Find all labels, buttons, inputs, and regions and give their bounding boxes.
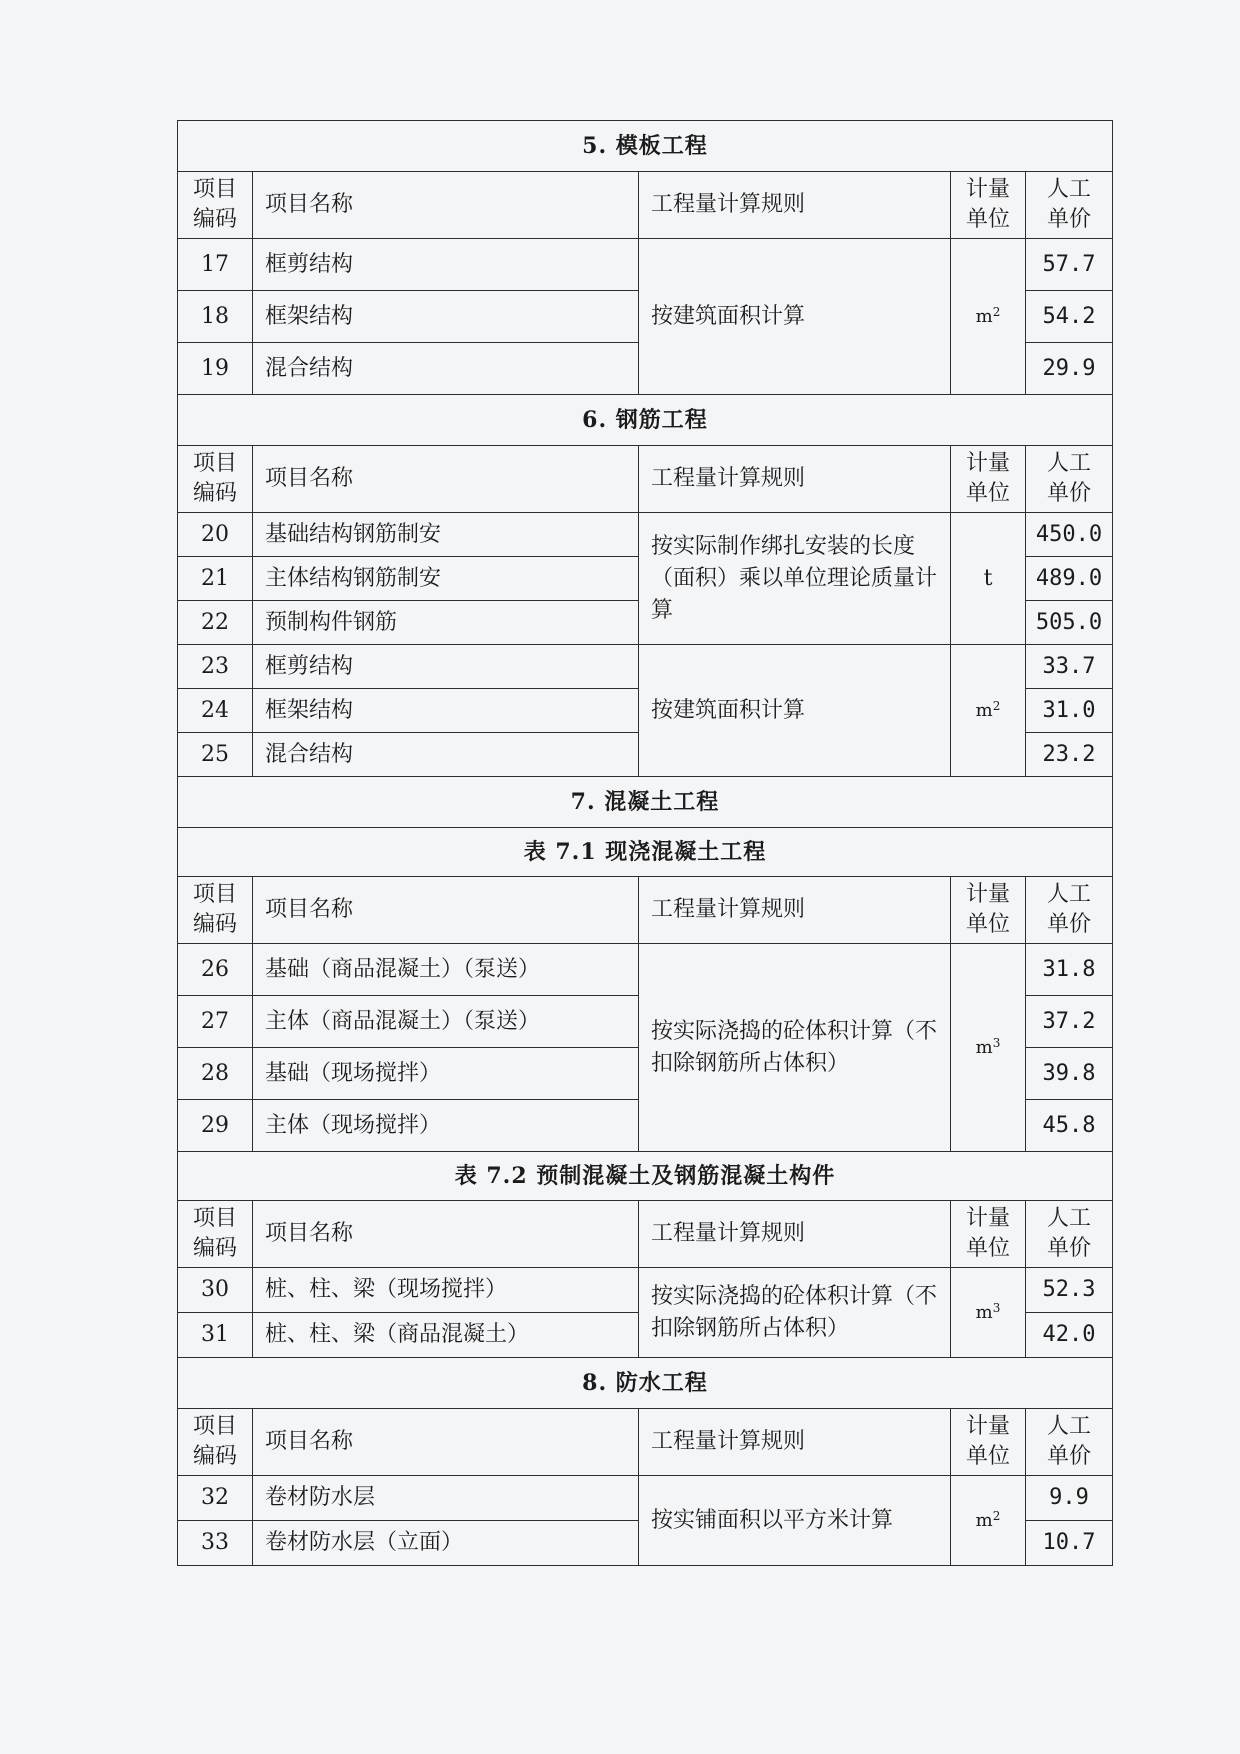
unit-cell: t <box>951 513 1026 645</box>
subtable-title-cast-in-place: 表 7.1 现浇混凝土工程 <box>178 828 1113 877</box>
table-row: 21 主体结构钢筋制安 489.0 <box>178 557 1113 601</box>
header-code: 项目 <box>192 177 237 202</box>
rule-cell: 按建筑面积计算 <box>639 239 951 395</box>
unit-cell: $m^2$ <box>951 1476 1026 1566</box>
header-name: 项目名称 <box>253 172 639 239</box>
rule-cell: 按实际浇捣的砼体积计算（不扣除钢筋所占体积） <box>639 944 951 1152</box>
rule-cell: 按实际浇捣的砼体积计算（不扣除钢筋所占体积） <box>639 1268 951 1358</box>
table-row: 29 主体（现场搅拌） 45.8 <box>178 1100 1113 1152</box>
table-header-row: 项目 编码 项目名称 工程量计算规则 计量 单位 人工 单价 <box>178 1201 1113 1268</box>
table-row: 24 框架结构 31.0 <box>178 689 1113 733</box>
unit-cell: $m^2$ <box>951 239 1026 395</box>
table-row: 23 框剪结构 按建筑面积计算 $m^2$ 33.7 <box>178 645 1113 689</box>
unit-cell: $m^3$ <box>951 944 1026 1152</box>
table-header-row: 项目 编码 项目名称 工程量计算规则 计量 单位 人工 单价 <box>178 877 1113 944</box>
labor-price-table <box>177 120 1113 1566</box>
table-row: 17 框剪结构 按建筑面积计算 $m^2$ 57.7 <box>178 239 1113 291</box>
header-rule: 工程量计算规则 <box>639 172 951 239</box>
rule-cell: 按实际制作绑扎安装的长度（面积）乘以单位理论质量计算 <box>639 513 951 645</box>
table-row: 30 桩、柱、梁（现场搅拌） 按实际浇捣的砼体积计算（不扣除钢筋所占体积） $m^3$ 52.3 <box>178 1268 1113 1313</box>
header-price: 人工 <box>1046 177 1091 202</box>
table-header-row: 项目 编码 项目名称 工程量计算规则 计量 单位 人工 单价 <box>178 1409 1113 1476</box>
table-row: 18 框架结构 54.2 <box>178 291 1113 343</box>
unit-cell: $m^3$ <box>951 1268 1026 1358</box>
table-row: 22 预制构件钢筋 505.0 <box>178 601 1113 645</box>
table-header-row: 项目 编码 项目名称 工程量计算规则 计量 单位 人工 单价 <box>178 446 1113 513</box>
header-unit: 计量 <box>965 177 1010 202</box>
rule-cell: 按实铺面积以平方米计算 <box>639 1476 951 1566</box>
rule-cell: 按建筑面积计算 <box>639 645 951 777</box>
table-row: 25 混合结构 23.2 <box>178 733 1113 777</box>
table-row: 33 卷材防水层（立面） 10.7 <box>178 1521 1113 1566</box>
subtable-title-precast: 表 7.2 预制混凝土及钢筋混凝土构件 <box>178 1152 1113 1201</box>
document-page <box>177 120 1112 1566</box>
table-row: 32 卷材防水层 按实铺面积以平方米计算 $m^2$ 9.9 <box>178 1476 1113 1521</box>
table-row: 27 主体（商品混凝土）（泵送） 37.2 <box>178 996 1113 1048</box>
section-title-concrete: 7. 混凝土工程 <box>178 777 1113 828</box>
table-row: 26 基础（商品混凝土）（泵送） 按实际浇捣的砼体积计算（不扣除钢筋所占体积） $m^3$ 31.8 <box>178 944 1113 996</box>
table-header-row: 项目 编码 项目名称 工程量计算规则 计量 单位 人工 单价 <box>178 172 1113 239</box>
table-row: 20 基础结构钢筋制安 按实际制作绑扎安装的长度（面积）乘以单位理论质量计算 t 450.0 <box>178 513 1113 557</box>
section-title-rebar: 6. 钢筋工程 <box>178 395 1113 446</box>
table-row: 31 桩、柱、梁（商品混凝土） 42.0 <box>178 1313 1113 1358</box>
table-row: 28 基础（现场搅拌） 39.8 <box>178 1048 1113 1100</box>
unit-cell: $m^2$ <box>951 645 1026 777</box>
section-title-waterproofing: 8. 防水工程 <box>178 1358 1113 1409</box>
table-row: 19 混合结构 29.9 <box>178 343 1113 395</box>
section-title-formwork: 5. 模板工程 <box>178 121 1113 172</box>
